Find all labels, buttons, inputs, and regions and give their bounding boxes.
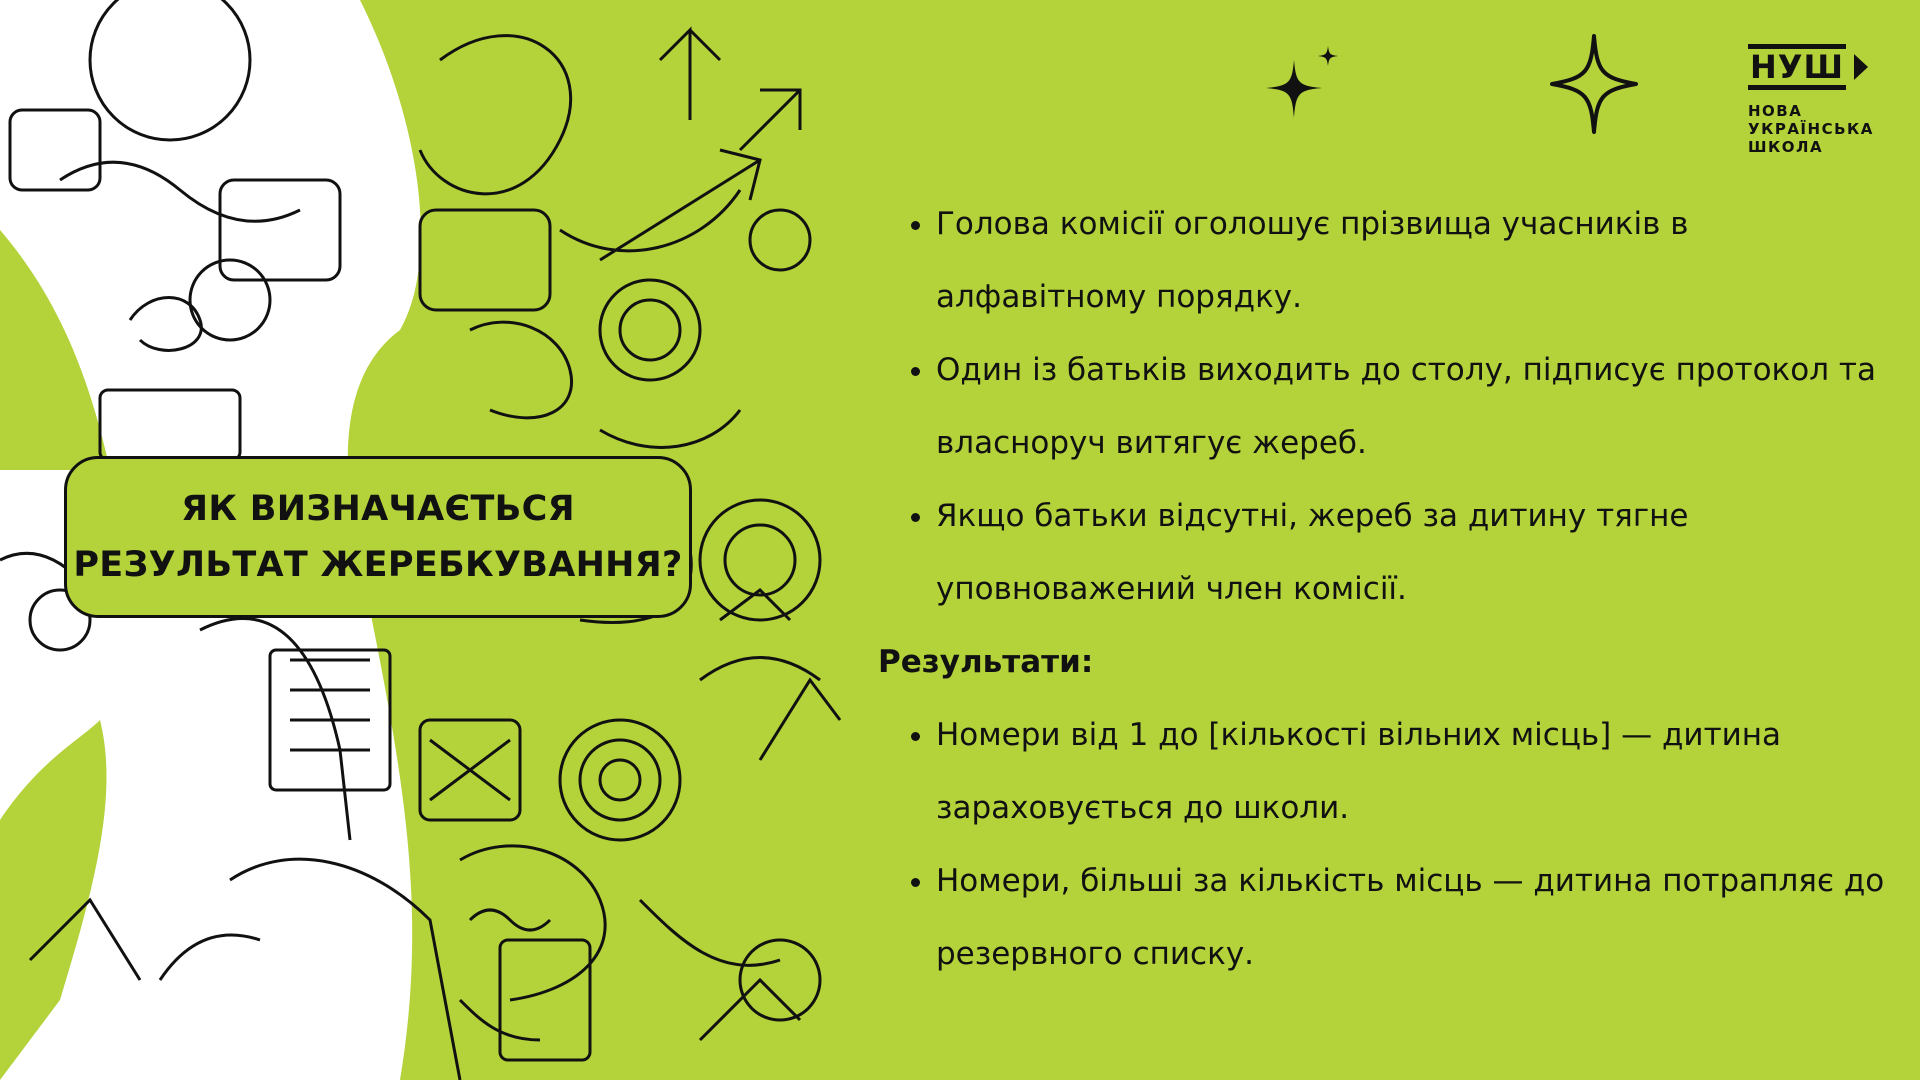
sparkle-icon: [1262, 46, 1342, 122]
results-item: • Номери від 1 до [кількості вільних місць] — дитина зараховується до школи.: [936, 699, 1908, 845]
title-box: [64, 456, 692, 618]
logo-line-1: НОВА: [1748, 102, 1803, 120]
title-line-1: ЯК ВИЗНАЧАЄТЬСЯ: [181, 489, 575, 529]
procedure-list: [878, 188, 1908, 626]
logo-mark: НУШ: [1748, 44, 1846, 90]
logo-arrow-icon: [1854, 54, 1868, 80]
nush-logo: [1748, 44, 1888, 156]
procedure-item: • Якщо батьки відсутні, жереб за дитину тягне уповноважений член комісії.: [936, 480, 1908, 626]
procedure-item: • Один із батьків виходить до столу, підписує протокол та власноруч витягує жереб.: [936, 334, 1908, 480]
results-item: • Номери, більші за кількість місць — дитина потрапляє до резервного списку.: [936, 845, 1908, 991]
four-point-star-icon: [1548, 32, 1640, 136]
logo-line-3: ШКОЛА: [1748, 138, 1824, 156]
content-block: [878, 188, 1908, 991]
logo-line-2: УКРАЇНСЬКА: [1748, 120, 1874, 138]
results-heading: Результати:: [878, 644, 1094, 680]
procedure-item: • Голова комісії оголошує прізвища учасників в алфавітному порядку.: [936, 188, 1908, 334]
title-line-2: РЕЗУЛЬТАТ ЖЕРЕБКУВАННЯ?: [73, 545, 683, 585]
results-list: [878, 699, 1908, 991]
